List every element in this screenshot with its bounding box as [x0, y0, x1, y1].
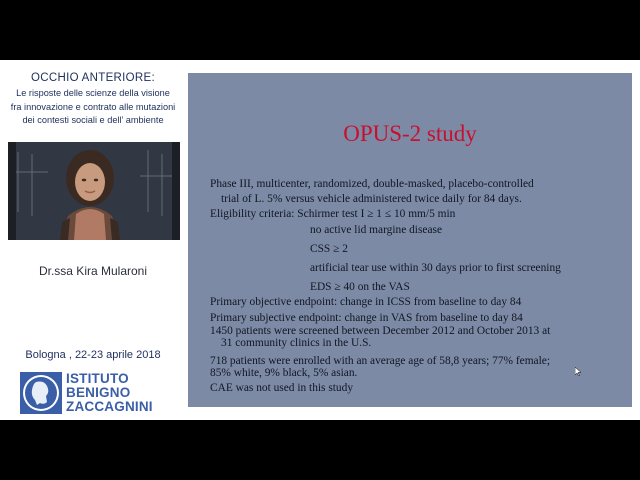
slide-line: CSS ≥ 2 — [310, 242, 348, 255]
slide-line: artificial tear use within 30 days prior to first screening — [310, 262, 561, 275]
conference-subtitle-line: Le risposte delle scienze della visione — [16, 88, 170, 98]
slide-line: EDS ≥ 40 on the VAS — [310, 281, 410, 294]
video-frame — [0, 60, 640, 420]
slide-line: Eligibility criteria: Schirmer test I ≥ 1 ≤ 10 mm/5 min — [210, 208, 456, 221]
logo-text — [66, 372, 153, 414]
logo-line: ZACCAGNINI — [66, 399, 153, 414]
slide-line: 1450 patients were screened between December 2012 and October 2013 at — [210, 324, 551, 337]
slide-line: 85% white, 9% black, 5% asian. — [210, 367, 358, 380]
logo-line: BENIGNO — [66, 385, 131, 400]
conference-subtitle-line: fra innovazione e contrato alle mutazioni — [10, 101, 176, 112]
slide-body — [210, 177, 624, 396]
speaker-video-image — [8, 142, 180, 240]
conference-subtitle-line: dei contesti sociali e dell’ ambiente — [22, 115, 164, 125]
slide-line: CAE was not used in this study — [210, 382, 354, 395]
speaker-name: Dr.ssa Kira Mularoni — [38, 264, 148, 278]
slide-line: Phase III, multicenter, randomized, double-masked, placebo-controlled — [210, 178, 534, 190]
slide-line: Primary subjective endpoint: change in VAS from baseline to day 84 — [210, 311, 523, 324]
conference-panel — [0, 60, 185, 420]
venue-date: Bologna , 22-23 aprile 2018 — [25, 349, 161, 361]
slide-line: 718 patients were enrolled with an average age of 58,8 years; 77% female; — [210, 354, 551, 367]
mouse-cursor-icon — [575, 367, 581, 376]
conference-title: OCCHIO ANTERIORE: — [31, 72, 155, 84]
conference-subtitle — [4, 87, 182, 128]
logo-line: ISTITUTO — [66, 371, 129, 386]
slide-line: no active lid margine disease — [310, 223, 443, 236]
speaker-video — [8, 142, 180, 240]
slide-line: trial of L. 5% versus vehicle administered twice daily for 84 days. — [221, 193, 522, 206]
slide-line: Primary objective endpoint: change in ICSS from baseline to day 84 — [210, 296, 522, 309]
presentation-slide — [188, 73, 632, 407]
istituto-logo — [20, 372, 170, 414]
slide-title: OPUS-2 study — [343, 121, 477, 146]
slide-line: 31 community clinics in the U.S. — [221, 337, 372, 350]
medallion-head-icon — [20, 372, 62, 414]
